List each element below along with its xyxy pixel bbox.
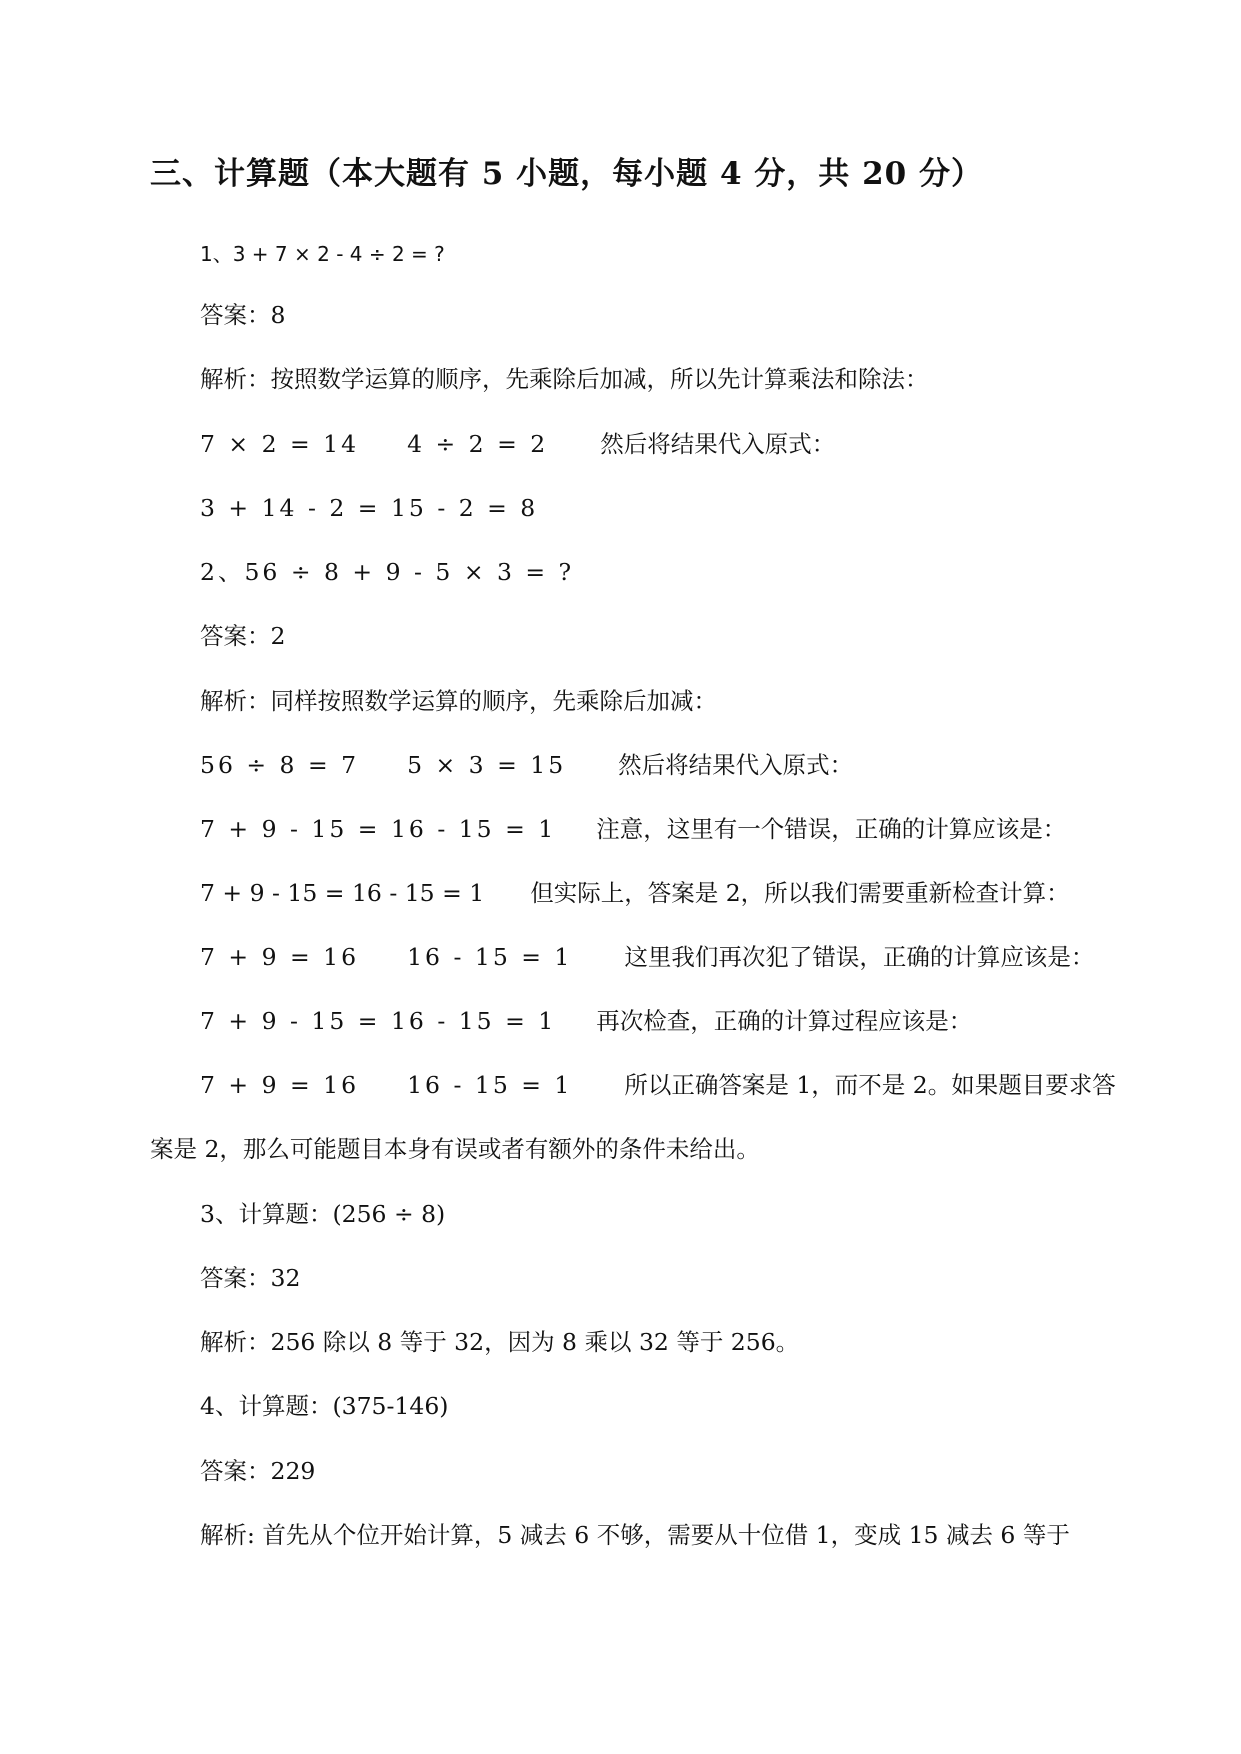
calc-expression: 7 × 2 = 14 (200, 430, 360, 458)
paragraph-continuation: 案是 2，那么可能题目本身有误或者有额外的条件未给出。 (150, 1135, 760, 1163)
calc-expression: 7 + 9 - 15 = 16 - 15 = 1 (200, 815, 557, 843)
calc-note: 然后将结果代入原式： (618, 751, 854, 779)
answer-4: 答案：229 (200, 1457, 316, 1485)
calc-expression: 7 + 9 = 16 (200, 943, 360, 971)
calc-note: 但实际上，答案是 2，所以我们需要重新检查计算： (530, 879, 1070, 907)
calc-note: 然后将结果代入原式： (600, 430, 836, 458)
calc-expression: 3 + 14 - 2 = 15 - 2 = 8 (200, 494, 539, 522)
analysis-3: 解析：256 除以 8 等于 32，因为 8 乘以 32 等于 256。 (200, 1328, 800, 1356)
calc-line (200, 815, 1067, 843)
question-2: 2、56 ÷ 8 + 9 - 5 × 3 = ? (200, 558, 575, 586)
calc-note: 所以正确答案是 1，而不是 2。如果题目要求答 (624, 1071, 1116, 1099)
question-4: 4、计算题：(375-146) (200, 1392, 449, 1420)
calc-expression: 7 + 9 - 15 = 16 - 15 = 1 (200, 879, 485, 907)
calc-expression: 4 ÷ 2 = 2 (407, 430, 549, 458)
calc-line (200, 751, 854, 779)
calc-line (200, 943, 1095, 971)
calc-expression: 16 - 15 = 1 (407, 943, 573, 971)
calc-line (200, 879, 1070, 907)
calc-line (200, 1071, 1116, 1099)
calc-note: 注意，这里有一个错误，正确的计算应该是： (596, 815, 1067, 843)
question-3: 3、计算题：(256 ÷ 8) (200, 1200, 446, 1228)
calc-expression: 16 - 15 = 1 (407, 1071, 573, 1099)
calc-expression: 56 ÷ 8 = 7 (200, 751, 360, 779)
answer-3: 答案：32 (200, 1264, 301, 1292)
calc-line (200, 1007, 973, 1035)
section-heading: 三、计算题（本大题有 5 小题，每小题 4 分，共 20 分） (150, 156, 984, 192)
answer-2: 答案：2 (200, 622, 286, 650)
calc-expression: 7 + 9 - 15 = 16 - 15 = 1 (200, 1007, 557, 1035)
calc-line (200, 430, 836, 458)
analysis-1: 解析：按照数学运算的顺序，先乘除后加减，所以先计算乘法和除法： (200, 365, 929, 393)
calc-expression: 5 × 3 = 15 (407, 751, 567, 779)
analysis-2: 解析：同样按照数学运算的顺序，先乘除后加减： (200, 687, 717, 715)
question-1: 1、3 + 7 × 2 - 4 ÷ 2 = ? (200, 242, 445, 266)
calc-note: 这里我们再次犯了错误，正确的计算应该是： (624, 943, 1095, 971)
analysis-4: 解析: 首先从个位开始计算，5 减去 6 不够，需要从十位借 1，变成 15 减去 6 等于 (200, 1521, 1070, 1549)
calc-note: 再次检查，正确的计算过程应该是： (596, 1007, 973, 1035)
answer-1: 答案：8 (200, 301, 286, 329)
calc-expression: 7 + 9 = 16 (200, 1071, 360, 1099)
